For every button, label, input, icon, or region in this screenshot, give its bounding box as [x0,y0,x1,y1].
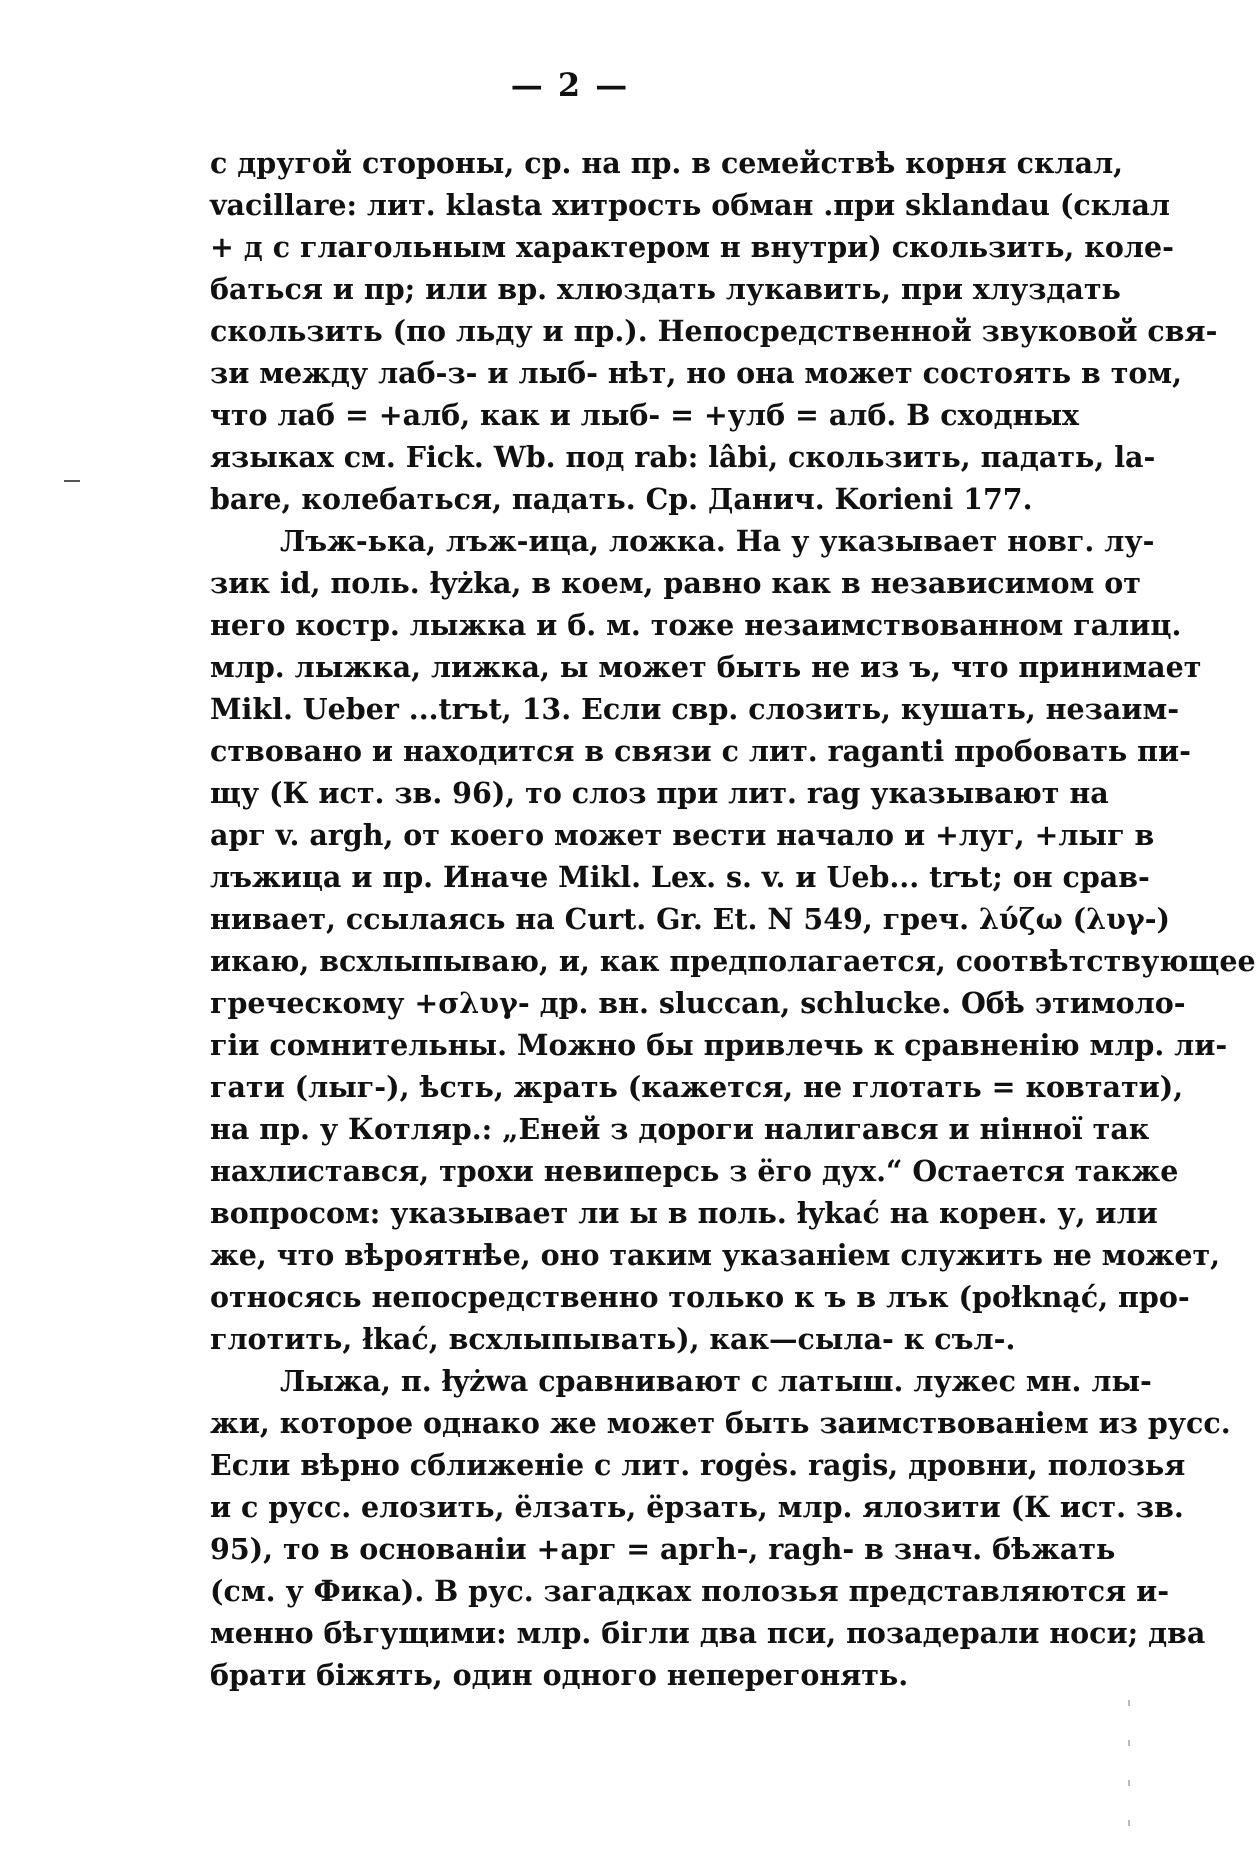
text-line: гати (лыг-), ѣсть, жрать (кажется, не глотать = ковтати), [210,1070,1184,1104]
text-line: вопросом: указывает ли ы в поль. łykać на корен. у, или [210,1196,1158,1230]
text-line: нахлистався, трохи невиперсь з ёго дух.“ Остается также [210,1154,1179,1188]
text-line: млр. лыжка, лижка, ы может быть не из ъ, что принимает [210,650,1202,684]
text-line: баться и пр; или вр. хлюздать лукавить, при хлуздать [210,272,1121,306]
text-line: же, что вѣроятнѣе, оно таким указаніем служить не может, [210,1238,1221,1272]
text-line: щу (К ист. зв. 96), то слоз при лит. rag указывают на [210,776,1109,810]
text-line: лъжица и пр. Иначе Mikl. Lex. s. v. и Ueb... trъt; он срав- [210,860,1150,894]
text-line: + д с глагольным характером н внутри) скользить, коле- [210,230,1174,264]
text-line: vacillare: лит. klasta хитрость обман .при sklandau (склал [210,188,1171,222]
text-line: что лаб = +алб, как и лыб- = +улб = алб. В сходных [210,398,1080,432]
text-line: bare, колебаться, падать. Ср. Данич. Korieni 177. [210,482,1033,516]
page-edge-marks [1128,1700,1130,1850]
text-line: Если вѣрно сближеніе с лит. rogės. ragis, дровни, полозья [210,1448,1186,1482]
page-number: — 2 — [510,66,630,104]
text-line: Лыжа, п. łyżwa сравнивают с латыш. лужес мн. лы- [280,1364,1152,1398]
text-line: ствовано и находится в связи с лит. raganti пробовать пи- [210,734,1191,768]
text-line: Лъж-ька, лъж-ица, ложка. На у указывает новг. лу- [280,524,1155,558]
text-line: брати біжять, один одного неперегонять. [210,1658,909,1692]
body-text [210,142,1256,1696]
text-line: и с русс. елозить, ёлзать, ёрзать, млр. ялозити (К ист. зв. [210,1490,1184,1524]
text-line: икаю, всхлыпываю, и, как предполагается, соотвѣтствующее [210,944,1256,978]
text-line: зи между лаб-з- и лыб- нѣт, но она может состоять в том, [210,356,1183,390]
text-line: скользить (по льду и пр.). Непосредственной звуковой свя- [210,314,1218,348]
text-line: него костр. лыжка и б. м. тоже незаимствованном галиц. [210,608,1182,642]
text-line: с другой стороны, ср. на пр. в семействѣ корня склал, [210,146,1124,180]
text-line: Mikl. Ueber ...trъt, 13. Если свр. слозить, кушать, незаим- [210,692,1180,726]
text-line: менно бѣгущими: млр. бігли два пси, позадерали носи; два [210,1616,1206,1650]
margin-mark [64,480,80,482]
text-line: жи, которое однако же может быть заимствованіем из русс. [210,1406,1231,1440]
text-line: гіи сомнительны. Можно бы привлечь к сравненію млр. ли- [210,1028,1228,1062]
text-line: языках см. Fick. Wb. под rab: lâbi, скользить, падать, la- [210,440,1156,474]
text-line: относясь непосредственно только к ъ в лък (połknąć, про- [210,1280,1190,1314]
text-line: на пр. у Котляр.: „Еней з дороги налигався и нінної так [210,1112,1150,1146]
text-line: (см. у Фика). В рус. загадках полозья представляются и- [210,1574,1170,1608]
text-line: арг v. argh, от коего может вести начало и +луг, +лыг в [210,818,1155,852]
text-line: глотить, łkać, всхлыпывать), как—сыла- к съл-. [210,1322,1016,1356]
text-line: греческому +σλυγ- др. вн. sluccan, schlucke. Обѣ этимоло- [210,986,1186,1020]
text-line: нивает, ссылаясь на Curt. Gr. Et. N 549, греч. λύζω (λυγ-) [210,902,1171,936]
text-line: зик id, поль. łyżka, в коем, равно как в независимом от [210,566,1141,600]
text-line: 95), то в основаніи +арг = аргh-, ragh- в знач. бѣжать [210,1532,1116,1566]
